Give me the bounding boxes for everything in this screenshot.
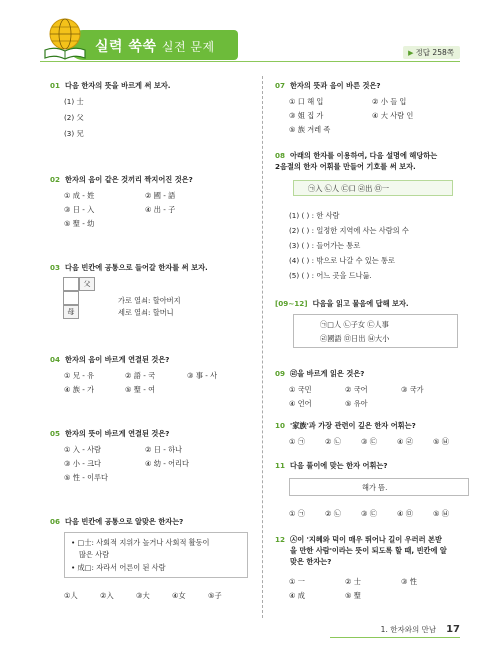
definition-line: • □士: 사회적 지위가 높거나 사회적 활동이 xyxy=(71,538,210,547)
puzzle-cell-blank xyxy=(63,291,79,305)
definition-box xyxy=(64,532,248,578)
choices-box xyxy=(293,180,453,196)
option: ④ 族 - 가 xyxy=(64,385,95,394)
option: ② 士 xyxy=(345,577,361,586)
question-text-cont: 맞은 한자는? xyxy=(290,557,332,566)
option: ② ㉡ xyxy=(325,509,341,518)
definition-text: 해가 뜸. xyxy=(362,483,388,492)
question-11: 11 다음 풀이에 맞는 한자 어휘는? 해가 뜸. ① ㉠ ② ㉡ ③ ㉢ ④ ㉤ ⑤ ㉥ xyxy=(275,460,475,471)
answer-reference: ▶ 정답 258쪽 xyxy=(403,46,460,59)
question-08: 08 아래의 한자를 이용하여, 다음 설명에 해당하는 2음절의 한자 어휘를 만들어 기호를 써 보자. ㉠入 ㉡人 ㉢口 ㉣出 ㉤一 (1) ( ) : 한 사람 (2) ( ) : 일정한 지역에 사는 사람의 수 (3) ( ) : 들어가는 통로 (4) ( ) : 밖으로 나갈 수 있는 통로 (5) ( ) : 어느 곳을 드나듦. xyxy=(275,150,475,172)
option: ④ 幼 - 어리다 xyxy=(145,459,189,468)
option: ④ ㉤ xyxy=(397,509,413,518)
option: ① 口 해 입 xyxy=(289,97,324,106)
word-set-row: ㉠□人 ㉡子女 ㉢人事 xyxy=(320,320,389,329)
option: ③ 姐 집 가 xyxy=(289,111,324,120)
option: ① 一 xyxy=(289,577,305,586)
definition-line: • 成□: 자라서 어른이 된 사람 xyxy=(71,563,166,572)
question-group-09-12: [09~12] 다음을 읽고 물음에 답해 보자. ㉠□人 ㉡子女 ㉢人事 ㉣國語 ㉤日出 ㉥大小 xyxy=(275,298,475,309)
item: (4) ( ) : 밖으로 나갈 수 있는 통로 xyxy=(289,256,395,265)
option: ④ ㉣ xyxy=(397,437,413,446)
option: ① 국민 xyxy=(289,385,312,394)
hint-across: 가로 열쇠: 할아버지 xyxy=(118,296,181,305)
option: ③ 小 - 크다 xyxy=(64,459,101,468)
question-06: 06 다음 빈칸에 공통으로 알맞은 한자는? • □士: 사회적 지위가 높거나 사회적 활동이 많은 사람 • 成□: 자라서 어른이 된 사람 ①人 ②入 ③大 ④女 ⑤子 xyxy=(50,516,245,527)
page-title: 실력 쑥쑥 실전 문제 xyxy=(95,39,215,55)
option: ① 兄 - 유 xyxy=(64,371,95,380)
option: ②入 xyxy=(100,591,114,600)
option: ① 成 - 姓 xyxy=(64,191,95,200)
option: ⑤ ㉥ xyxy=(433,437,449,446)
puzzle-cell-left: 母 xyxy=(63,305,79,319)
option: (3) 兄 xyxy=(64,129,84,138)
option: ⑤ ㉥ xyxy=(433,509,449,518)
column-divider xyxy=(262,76,263,618)
option: ③大 xyxy=(136,591,150,600)
word-set-box xyxy=(293,314,458,348)
question-01: 01 다음 한자의 뜻을 바르게 써 보자. (1) 士 (2) 父 (3) 兄 xyxy=(50,81,171,138)
page-number: 17 xyxy=(446,624,460,635)
question-07: 07 한자의 뜻과 음이 바른 것은? ① 口 해 입 ② 小 들 입 ③ 姐 집 가 ④ 大 사람 인 ⑤ 族 겨레 족 xyxy=(275,81,414,134)
option: ⑤ 유아 xyxy=(345,399,368,408)
option: ③ 국가 xyxy=(401,385,424,394)
page-footer xyxy=(381,624,460,635)
item: (1) ( ) : 한 사람 xyxy=(289,211,340,220)
puzzle-cell-blank xyxy=(63,277,79,291)
question-03: 03 다음 빈칸에 공통으로 들어갈 한자를 써 보자. 父 母 가로 열쇠: 할아버지 세로 열쇠: 할머니 xyxy=(50,263,208,317)
option: ② 語 - 국 xyxy=(125,371,156,380)
option: ①人 xyxy=(64,591,78,600)
definition-line: 많은 사람 xyxy=(79,550,110,559)
option: ⑤ 聖 - 여 xyxy=(125,385,156,394)
option: ② 國 - 語 xyxy=(145,191,176,200)
option: ③ ㉢ xyxy=(361,437,377,446)
option: ④女 xyxy=(172,591,186,600)
footer-divider xyxy=(330,637,460,638)
puzzle-cell-top: 父 xyxy=(79,277,95,291)
item: (5) ( ) : 어느 곳을 드나듦. xyxy=(289,271,372,280)
option: ③ 事 - 사 xyxy=(187,371,218,380)
option: (2) 父 xyxy=(64,113,84,122)
option: (1) 士 xyxy=(64,97,84,106)
question-05: 05 한자의 뜻이 바르게 연결된 것은? ① 入 - 사람 ② 日 - 하나 ③ 小 - 크다 ④ 幼 - 어리다 ⑤ 性 - 이루다 xyxy=(50,429,189,482)
globe-book-icon xyxy=(40,14,90,64)
option: ③ 性 xyxy=(401,577,417,586)
option: ④ 成 xyxy=(289,591,305,600)
item: (2) ( ) : 일정한 지역에 사는 사람의 수 xyxy=(289,226,409,235)
header-divider xyxy=(40,61,460,62)
question-04: 04 한자의 음이 바르게 연결된 것은? ① 兄 - 유 ② 語 - 국 ③ 事 - 사 ④ 族 - 가 ⑤ 聖 - 여 xyxy=(50,355,218,394)
definition-box xyxy=(289,478,469,496)
option: ③ ㉢ xyxy=(361,509,377,518)
option: ④ 大 사람 인 xyxy=(372,111,414,120)
option: ⑤ 聖 - 幼 xyxy=(64,219,95,228)
hint-down: 세로 열쇠: 할머니 xyxy=(118,308,174,317)
question-text-cont: 2음절의 한자 어휘를 만들어 기호를 써 보자. xyxy=(275,162,416,171)
question-text-cont: 을 만한 사람'이라는 뜻이 되도록 할 때, 빈칸에 알 xyxy=(290,546,447,555)
option: ④ 언어 xyxy=(289,399,312,408)
question-12: 12 ㉦이 '지혜와 덕이 매우 뛰어나 길이 우러러 본받 을 만한 사람'이라는 뜻이 되도록 할 때, 빈칸에 알 맞은 한자는? ① 一 ② 士 ③ 性 ④ 成 ⑤ 聖 xyxy=(275,535,447,600)
choices-list: ㉠入 ㉡人 ㉢口 ㉣出 ㉤一 xyxy=(308,184,390,193)
option: ④ 出 - 子 xyxy=(145,205,176,214)
arrow-right-icon: ▶ xyxy=(408,49,414,57)
question-02: 02 한자의 음이 같은 것끼리 짝지어진 것은? ① 成 - 姓 ② 國 - 語 ③ 日 - 入 ④ 出 - 子 ⑤ 聖 - 幼 xyxy=(50,175,193,228)
word-puzzle-grid xyxy=(63,277,111,319)
option: ⑤子 xyxy=(208,591,222,600)
option: ⑤ 性 - 이루다 xyxy=(64,473,108,482)
option: ③ 日 - 入 xyxy=(64,205,95,214)
chapter-label: 1. 한자와의 만남 xyxy=(380,625,437,634)
item: (3) ( ) : 들어가는 통로 xyxy=(289,241,361,250)
option: ① ㉠ xyxy=(289,437,305,446)
option: ⑤ 族 겨레 족 xyxy=(289,125,331,134)
option: ⑤ 聖 xyxy=(345,591,361,600)
option: ② 국어 xyxy=(345,385,368,394)
option: ② 日 - 하나 xyxy=(145,445,182,454)
word-set-row: ㉣國語 ㉤日出 ㉥大小 xyxy=(320,334,390,343)
question-10: 10 '家族'과 가장 관련이 깊은 한자 어휘는? ① ㉠ ② ㉡ ③ ㉢ ④ ㉣ ⑤ ㉥ xyxy=(275,421,449,446)
option: ① ㉠ xyxy=(289,509,305,518)
question-09: 09 ㉣을 바르게 읽은 것은? ① 국민 ② 국어 ③ 국가 ④ 언어 ⑤ 유아 xyxy=(275,369,424,408)
option: ② ㉡ xyxy=(325,437,341,446)
option: ② 小 들 입 xyxy=(372,97,407,106)
option: ① 入 - 사람 xyxy=(64,445,101,454)
